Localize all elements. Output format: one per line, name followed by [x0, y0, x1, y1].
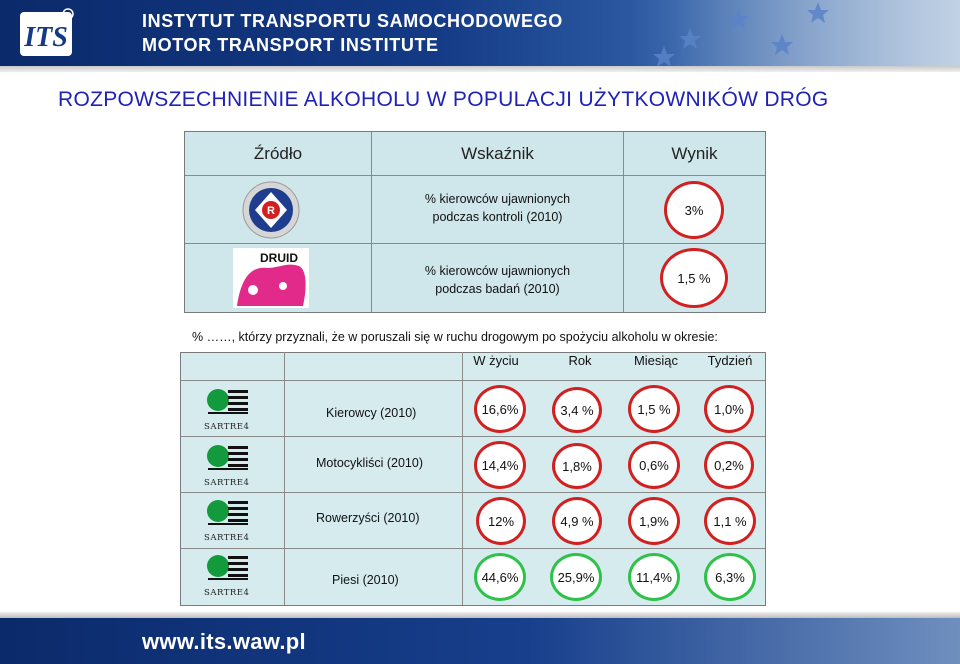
- sartre-logo: [204, 497, 264, 543]
- value-circle: 25,9%: [550, 553, 602, 601]
- institute-name-pl: INSTYTUT TRANSPORTU SAMOCHODOWEGO: [142, 11, 563, 31]
- sartre-label: SARTRE4: [204, 422, 250, 432]
- header-result: [624, 132, 765, 176]
- sartre-label: SARTRE4: [204, 533, 250, 543]
- result-cell-1: [624, 176, 765, 244]
- result-cell-2: [624, 244, 765, 312]
- grid-line: [180, 380, 765, 381]
- source-cell-druid: [185, 244, 372, 312]
- header-source-label: Źródło: [253, 143, 303, 163]
- police-badge-icon: [239, 180, 303, 240]
- col-week: Tydzień: [707, 353, 753, 368]
- value-circle: 6,3%: [704, 553, 756, 601]
- value-circle: 11,4%: [628, 553, 680, 601]
- header-indicator-label: Wskaźnik: [461, 143, 534, 163]
- indicator-cell-1: [372, 176, 624, 244]
- indicator-2-line2: podczas badań (2010): [435, 282, 560, 296]
- druid-logo-icon: [233, 248, 309, 308]
- indicator-2-line1: % kierowców ujawnionych: [424, 264, 571, 278]
- header-banner: [0, 0, 960, 66]
- col-lifetime: W życiu: [473, 353, 519, 368]
- col-month: Miesiąc: [633, 353, 679, 368]
- value-circle: 0,6%: [628, 441, 680, 489]
- col-year: Rok: [568, 353, 592, 368]
- header-source: [185, 132, 372, 176]
- sartre-logo: [204, 442, 264, 488]
- value-circle: 1,9%: [628, 497, 680, 545]
- value-circle: 16,6%: [474, 385, 526, 433]
- value-circle: 4,9 %: [552, 497, 602, 545]
- value-circle: 12%: [476, 497, 526, 545]
- value-circle: 1,0%: [704, 385, 754, 433]
- value-circle: 1,1 %: [704, 497, 756, 545]
- value-circle: 0,2%: [704, 441, 754, 489]
- header-indicator: [372, 132, 624, 176]
- svg-text:R: R: [267, 205, 275, 217]
- row-label-motorcyclists: Motocykliści (2010): [316, 456, 423, 470]
- grid-line: [180, 436, 765, 437]
- row-label-cyclists: Rowerzyści (2010): [316, 511, 420, 525]
- grid-line: [284, 352, 285, 605]
- website-link[interactable]: www.its.waw.pl: [142, 629, 306, 654]
- sartre-logo: [204, 552, 264, 598]
- value-circle: 3,4 %: [552, 387, 602, 433]
- sartre-label: SARTRE4: [204, 478, 250, 488]
- stars-decoration: [560, 0, 960, 66]
- value-circle: 14,4%: [474, 441, 526, 489]
- header-result-label: Wynik: [671, 143, 718, 163]
- value-circle: 1,8%: [552, 443, 602, 489]
- source-cell-police: [185, 176, 372, 244]
- indicator-1-line1: % kierowców ujawnionych: [424, 192, 571, 206]
- survey-question: % ……, którzy przyznali, że w poruszali się w ruchu drogowym po spożyciu alkoholu w okresie:: [192, 330, 718, 344]
- sartre-label: SARTRE4: [204, 588, 250, 598]
- value-circle: 1,5 %: [628, 385, 680, 433]
- indicator-cell-2: [372, 244, 624, 312]
- result-circle-1: 3%: [664, 181, 724, 239]
- row-label-drivers: Kierowcy (2010): [326, 406, 417, 420]
- page-title: ROZPOWSZECHNIENIE ALKOHOLU W POPULACJI UŻYTKOWNIKÓW DRÓG: [58, 88, 829, 111]
- grid-line: [180, 492, 765, 493]
- institute-name-en: MOTOR TRANSPORT INSTITUTE: [142, 35, 439, 55]
- result-circle-2: 1,5 %: [660, 248, 728, 308]
- sartre-logo: [204, 386, 264, 432]
- indicator-table: [184, 131, 766, 313]
- its-logo: [18, 6, 74, 60]
- indicator-1-line2: podczas kontroli (2010): [432, 210, 563, 224]
- grid-line: [180, 548, 765, 549]
- header-divider: [0, 66, 960, 72]
- svg-text:ITS: ITS: [24, 22, 68, 53]
- grid-line: [462, 352, 463, 605]
- value-circle: 44,6%: [474, 553, 526, 601]
- row-label-pedestrians: Piesi (2010): [332, 573, 399, 587]
- druid-label: DRUID: [260, 251, 298, 265]
